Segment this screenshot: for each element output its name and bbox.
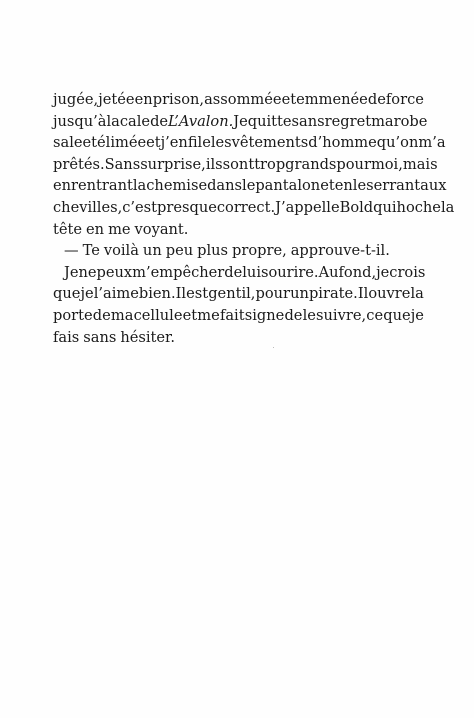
word: prêtés. [53,155,105,173]
word: de [92,306,111,324]
word: jusqu’à [53,112,107,130]
word: c’est [122,198,158,216]
word: fais [53,328,80,346]
text-line-6 [53,197,455,219]
ship-name: L’Avalon. [168,112,234,130]
word: ce [366,306,384,324]
word: quitte [247,112,292,130]
text-line-3 [53,132,446,154]
word: le [302,306,316,324]
word: suivre, [316,306,367,324]
word: force [385,91,424,108]
word: de [367,91,386,108]
text-line-1 [53,89,424,111]
text-line-2 [53,111,428,133]
word: crois [389,263,426,281]
word: tête [53,220,83,238]
word: gentil, [208,285,256,303]
word: peu [165,242,194,260]
word: grands [285,155,337,173]
word: la [106,112,120,130]
word: je [80,285,94,303]
word: hésiter. [120,328,176,346]
word: un [290,285,309,303]
word: rentrant [71,177,133,195]
word: surprise, [140,155,206,173]
word: signe [244,306,285,324]
word: le [242,177,256,195]
word: pour [336,155,371,173]
word: peux [96,263,133,281]
word: chemise [146,177,208,195]
word: élimée [97,134,147,152]
word: correct. [216,198,276,216]
word: propre, [232,242,287,260]
word: regret [324,112,372,130]
word: en [53,177,72,195]
word: cale [119,112,151,130]
word: d’homme [308,134,377,152]
word: ma [110,306,134,324]
word: la [410,285,424,303]
word: de [284,306,303,324]
word: sourire. [261,263,319,281]
word: Je [64,263,79,281]
word: et [82,134,98,152]
word: de [150,112,169,130]
word: trop [254,155,286,173]
word: dans [207,177,243,195]
word: voyant. [134,220,189,238]
word: assommée [204,91,282,108]
word: ma [371,112,394,130]
word: chevilles, [53,198,123,216]
word: qui [373,198,397,216]
word: la [132,177,147,195]
word: fait [219,306,245,324]
text-line-7 [53,219,424,241]
text-line-9 [53,262,424,284]
word: m’a [418,134,446,152]
word: ouvre [368,285,411,303]
word: est [186,285,209,303]
word: la [440,198,455,216]
word: ils [205,155,223,173]
text-line-4 [53,154,438,176]
word: me [108,220,131,238]
word: hoche [396,198,441,216]
word: plus [197,242,229,260]
dialogue-line [53,240,424,262]
word: je [376,263,390,281]
word: pirate. [308,285,358,303]
word: de [224,263,243,281]
word: pantalon [255,177,321,195]
word: un [142,242,162,260]
word: qu’on [376,134,419,152]
word: vêtements [231,134,309,152]
word: Je [233,112,248,130]
word: voilà [103,242,139,260]
word: emmenée [296,91,368,108]
word: en [134,91,153,108]
word: m’empêcher [132,263,225,281]
word: approuve-t-il. [290,242,390,260]
word: fond, [338,263,377,281]
word: ne [78,263,97,281]
word: et [146,134,161,152]
em-dash: — [64,242,79,260]
body-text [53,89,455,348]
word: que [53,285,81,303]
word: aux [420,177,447,195]
word: jetée [98,91,135,108]
word: presque [157,198,217,216]
word: et [281,91,297,108]
text-line-5 [53,175,447,197]
word: Sans [104,155,141,173]
word: mais [402,155,438,173]
word: le [352,177,367,195]
word: sont [222,155,255,173]
word: moi, [370,155,403,173]
word: sans [83,328,117,346]
word: sans [291,112,325,130]
word: porte [53,306,93,324]
text-line-11 [53,305,424,327]
word: je [410,306,424,324]
word: prison, [152,91,205,108]
word: pour [255,285,291,303]
word: Te [82,242,100,260]
word: jugée, [53,91,99,108]
word: sale [53,134,83,152]
word: Au [318,263,339,281]
text-line-10 [53,283,424,305]
word: en [86,220,105,238]
word: et [182,306,198,324]
word: et [320,177,335,195]
word: Il [175,285,187,303]
word: robe [393,112,428,130]
word: en [334,177,353,195]
text-line-12 [53,327,424,349]
word: Il [357,285,369,303]
word: lui [242,263,261,281]
word: l’aime [93,285,139,303]
word: J’appelle [275,198,340,216]
word: que [383,306,411,324]
word: cellule [133,306,183,324]
word: bien. [138,285,176,303]
word: j’enfile [160,134,211,152]
word: Bold [339,198,374,216]
paper-speck [273,347,274,348]
word: les [210,134,232,152]
word: serrant [366,177,421,195]
word: me [197,306,220,324]
